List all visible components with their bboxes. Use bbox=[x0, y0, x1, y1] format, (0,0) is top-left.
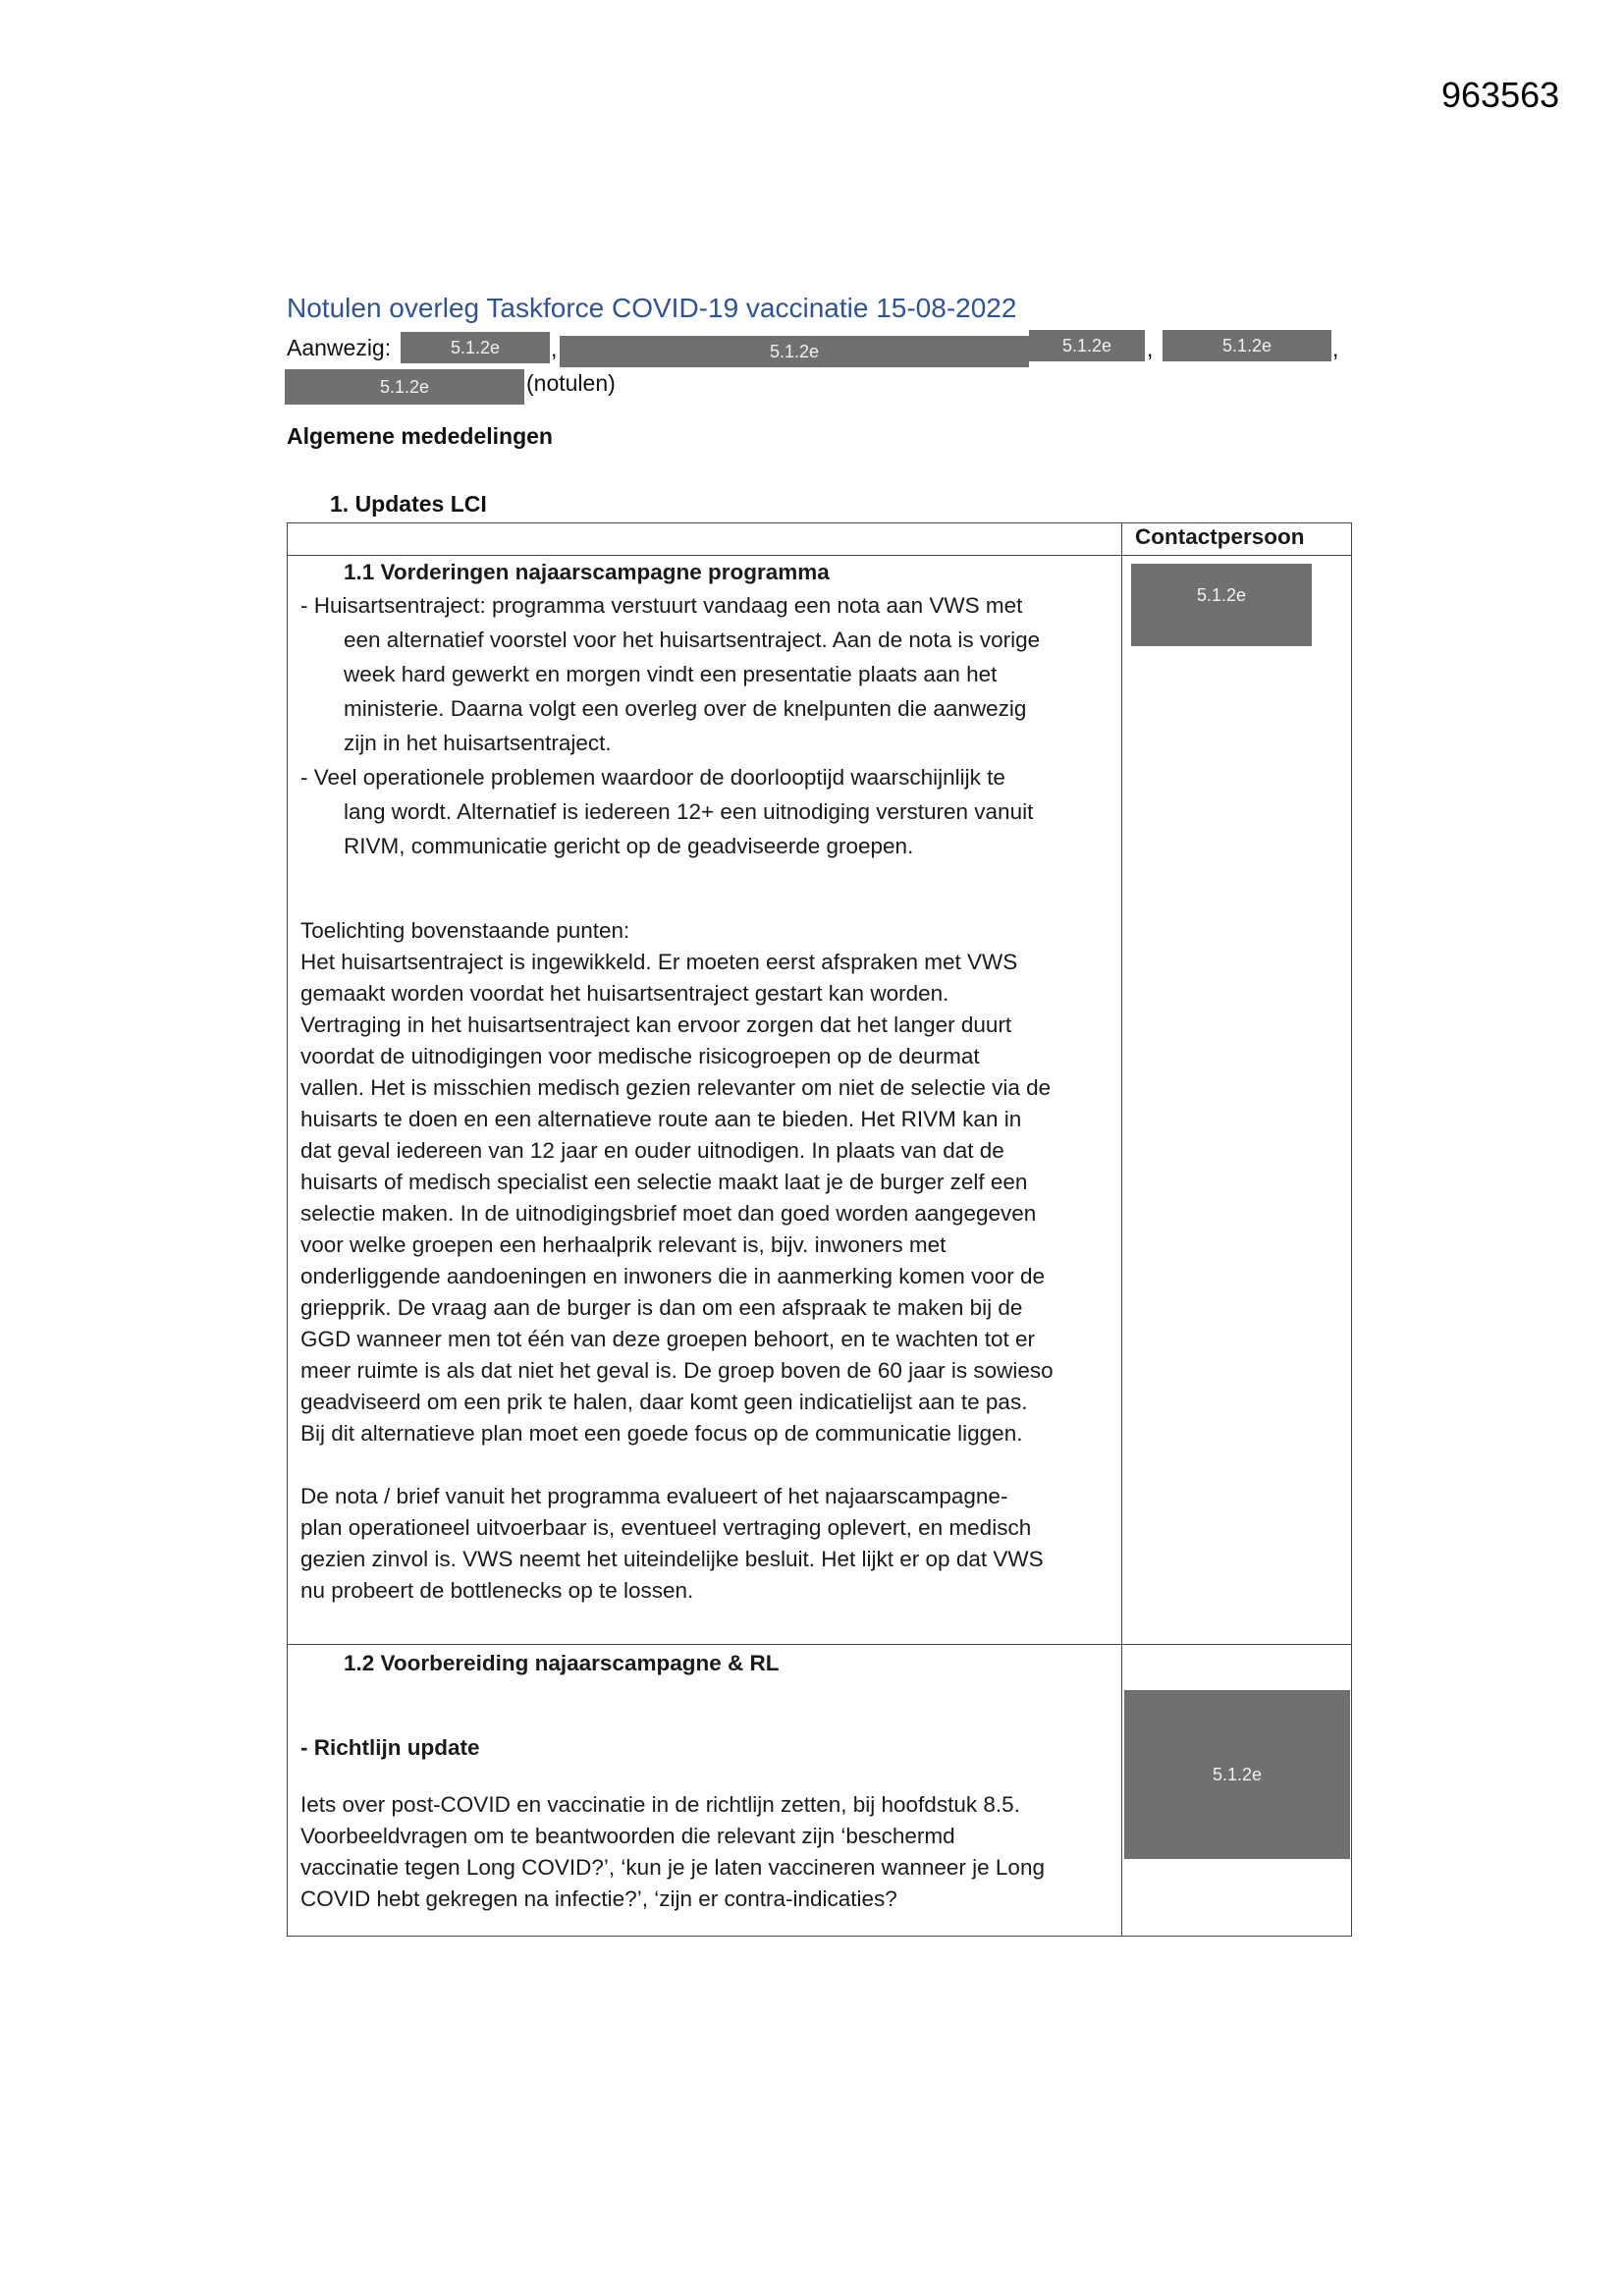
paragraph-line: voordat de uitnodigingen voor medische risicogroepen op de deurmat bbox=[300, 1044, 980, 1068]
paragraph-line: vallen. Het is misschien medisch gezien relevanter om niet de selectie via de bbox=[300, 1075, 1052, 1100]
bullet-line: lang wordt. Alternatief is iedereen 12+ een uitnodiging versturen vanuit bbox=[344, 799, 1034, 824]
separator: , bbox=[1147, 336, 1154, 361]
subheading-richtlijn: - Richtlijn update bbox=[300, 1735, 480, 1760]
paragraph-line: meer ruimte is als dat niet het geval is. De groep boven de 60 jaar is sowieso bbox=[300, 1358, 1054, 1383]
paragraph-line: onderliggende aandoeningen en inwoners die in aanmerking komen voor de bbox=[300, 1264, 1046, 1288]
redaction-box: 5.1.2e bbox=[1029, 330, 1145, 361]
paragraph-line: COVID hebt gekregen na infectie?’, ‘zijn er contra-indicaties? bbox=[300, 1886, 897, 1911]
paragraph-line: gezien zinvol is. VWS neemt het uiteindelijke besluit. Het lijkt er op dat VWS bbox=[300, 1547, 1044, 1571]
redaction-box: 5.1.2e bbox=[285, 369, 524, 405]
paragraph-line: huisarts te doen en een alternatieve route aan te bieden. Het RIVM kan in bbox=[300, 1107, 1022, 1131]
redaction-box: 5.1.2e bbox=[401, 332, 550, 363]
paragraph-line: Iets over post-COVID en vaccinatie in de richtlijn zetten, bij hoofdstuk 8.5. bbox=[300, 1792, 1020, 1817]
paragraph-line: dat geval iedereen van 12 jaar en ouder uitnodigen. In plaats van dat de bbox=[300, 1138, 1004, 1163]
paragraph-line: voor welke groepen een herhaalprik relevant is, bijv. inwoners met bbox=[300, 1232, 947, 1257]
redaction-box: 5.1.2e bbox=[1163, 330, 1331, 361]
bullet-line: - Veel operationele problemen waardoor de doorlooptijd waarschijnlijk te bbox=[300, 765, 1005, 790]
paragraph-line: Het huisartsentraject is ingewikkeld. Er moeten eerst afspraken met VWS bbox=[300, 950, 1018, 974]
paragraph-line: selectie maken. In de uitnodigingsbrief moet dan goed worden aangegeven bbox=[300, 1201, 1037, 1226]
redaction-box: 5.1.2e bbox=[1124, 1690, 1350, 1859]
bullet-line: zijn in het huisartsentraject. bbox=[344, 731, 612, 755]
column-divider bbox=[1121, 522, 1122, 1937]
bullet-line: RIVM, communicatie gericht op de geadviseerde groepen. bbox=[344, 834, 914, 858]
paragraph-line: Toelichting bovenstaande punten: bbox=[300, 918, 630, 943]
paragraph-line: nu probeert de bottlenecks op te lossen. bbox=[300, 1578, 694, 1603]
paragraph-line: Voorbeeldvragen om te beantwoorden die relevant zijn ‘beschermd bbox=[300, 1824, 955, 1848]
paragraph-line: plan operationeel uitvoerbaar is, eventueel vertraging oplevert, en medisch bbox=[300, 1515, 1032, 1540]
document-number: 963563 bbox=[1441, 75, 1560, 115]
section-1-1-heading: 1.1 Vorderingen najaarscampagne programma bbox=[344, 560, 830, 584]
separator: , bbox=[1332, 336, 1339, 361]
paragraph-line: huisarts of medisch specialist een selectie maakt laat je de burger zelf een bbox=[300, 1170, 1028, 1194]
redaction-box: 5.1.2e bbox=[560, 336, 1029, 367]
attendance-label: Aanwezig: bbox=[287, 335, 392, 360]
paragraph-line: GGD wanneer men tot één van deze groepen behoort, en te wachten tot er bbox=[300, 1327, 1035, 1351]
separator: , bbox=[551, 336, 558, 361]
paragraph-line: De nota / brief vanuit het programma evalueert of het najaarscampagne- bbox=[300, 1484, 1008, 1508]
paragraph-line: gemaakt worden voordat het huisartsentraject gestart kan worden. bbox=[300, 981, 949, 1006]
section-heading: Algemene mededelingen bbox=[287, 423, 553, 449]
notulen-label: (notulen) bbox=[526, 370, 616, 396]
section-1-2-heading: 1.2 Voorbereiding najaarscampagne & RL bbox=[344, 1651, 780, 1675]
paragraph-line: vaccinatie tegen Long COVID?’, ‘kun je je laten vaccineren wanneer je Long bbox=[300, 1855, 1045, 1880]
redaction-box: 5.1.2e bbox=[1131, 564, 1312, 646]
paragraph-line: Vertraging in het huisartsentraject kan ervoor zorgen dat het langer duurt bbox=[300, 1012, 1012, 1037]
bullet-line: een alternatief voorstel voor het huisartsentraject. Aan de nota is vorige bbox=[344, 628, 1041, 652]
paragraph-line: griepprik. De vraag aan de burger is dan om een afspraak te maken bij de bbox=[300, 1295, 1023, 1320]
item-heading: 1. Updates LCI bbox=[330, 491, 487, 517]
paragraph-line: geadviseerd om een prik te halen, daar komt geen indicatielijst aan te pas. bbox=[300, 1390, 1028, 1414]
contact-header: Contactpersoon bbox=[1135, 524, 1305, 549]
paragraph-line: Bij dit alternatieve plan moet een goede focus op de communicatie liggen. bbox=[300, 1421, 1023, 1446]
bullet-line: week hard gewerkt en morgen vindt een presentatie plaats aan het bbox=[344, 662, 998, 686]
row-divider bbox=[287, 1644, 1352, 1645]
document-title: Notulen overleg Taskforce COVID-19 vaccinatie 15-08-2022 bbox=[287, 293, 1017, 323]
bullet-line: - Huisartsentraject: programma verstuurt vandaag een nota aan VWS met bbox=[300, 593, 1023, 618]
row-divider bbox=[287, 555, 1352, 556]
bullet-line: ministerie. Daarna volgt een overleg over de knelpunten die aanwezig bbox=[344, 696, 1027, 721]
